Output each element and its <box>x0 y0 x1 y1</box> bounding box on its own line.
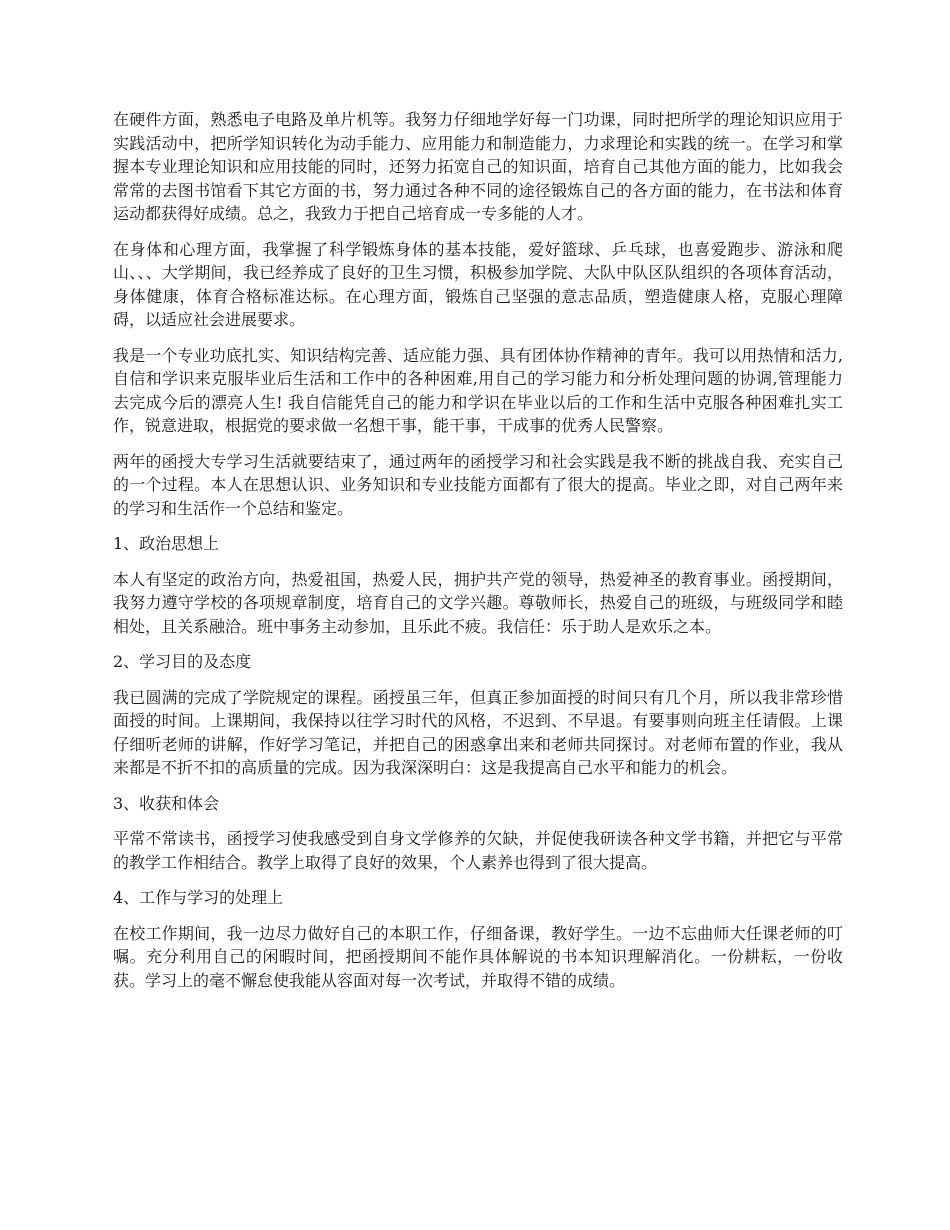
paragraph-gains: 平常不常读书，函授学习使我感受到自身文学修养的欠缺，并促使我研读各种文学书籍，并把它与平常的教学工作相结合。教学上取得了良好的效果，个人素养也得到了很大提高。 <box>113 829 843 872</box>
paragraph-body-mind: 在身体和心理方面，我掌握了科学锻炼身体的基本技能，爱好篮球、乒乓球，也喜爱跑步、游泳和爬山、、、大学期间，我已经养成了良好的卫生习惯，积极参加学院、大队中队区队组织的各项体育活动，身体健康，体育合格标准达标。在心理方面，锻炼自己坚强的意志品质，塑造健康人格，克服心理障碍，以适应社会进展要求。 <box>113 239 843 329</box>
section-heading-politics: 1、政治思想上 <box>113 534 220 553</box>
paragraph-self-summary: 我是一个专业功底扎实、知识结构完善、适应能力强、具有团体协作精神的青年。我可以用热情和活力,自信和学识来克服毕业后生活和工作中的各种困难,用自己的学习能力和分析处理问题的协调,管理能力去完成今后的漂亮人生! 我自信能凭自己的能力和学识在毕业以后的工作和生活中克服各种困难扎实工作，锐意进取，根据党的要求做一名想干事，能干事，干成事的优秀人民警察。 <box>113 345 843 435</box>
paragraph-study: 我已圆满的完成了学院规定的课程。函授虽三年，但真正参加面授的时间只有几个月，所以我非常珍惜面授的时间。上课期间，我保持以往学习时代的风格，不迟到、不早退。有要事则向班主任请假。上课仔细听老师的讲解，作好学习笔记，并把自己的困惑拿出来和老师共同探讨。对老师布置的作业，我从来都是不折不扣的高质量的完成。因为我深深明白：这是我提高自己水平和能力的机会。 <box>113 687 843 777</box>
paragraph-politics: 本人有坚定的政治方向，热爱祖国，热爱人民，拥护共产党的领导，热爱神圣的教育事业。函授期间，我努力遵守学校的各项规章制度，培育自己的文学兴趣。尊敬师长，热爱自己的班级，与班级同学和睦相处，且关系融洽。班中事务主动参加，且乐此不疲。我信任：乐于助人是欢乐之本。 <box>113 569 843 636</box>
paragraph-intro: 两年的函授大专学习生活就要结束了，通过两年的函授学习和社会实践是我不断的挑战自我、充实自己的一个过程。本人在思想认识、业务知识和专业技能方面都有了很大的提高。毕业之即，对自己两年来的学习和生活作一个总结和鉴定。 <box>113 451 843 518</box>
section-heading-work-study: 4、工作与学习的处理上 <box>113 888 284 907</box>
paragraph-hardware: 在硬件方面，熟悉电子电路及单片机等。我努力仔细地学好每一门功课，同时把所学的理论知识应用于实践活动中，把所学知识转化为动手能力、应用能力和制造能力，力求理论和实践的统一。在学习和掌握本专业理论知识和应用技能的同时，还努力拓宽自己的知识面，培育自己其他方面的能力，比如我会常常的去图书馆看下其它方面的书，努力通过各种不同的途径锻炼自己的各方面的能力，在书法和体育运动都获得好成绩。总之，我致力于把自己培育成一专多能的人才。 <box>113 110 843 223</box>
document-body <box>113 108 843 1004</box>
section-heading-gains: 3、收获和体会 <box>113 793 220 813</box>
section-heading-study: 2、学习目的及态度 <box>113 652 252 671</box>
paragraph-work-study: 在校工作期间，我一边尽力做好自己的本职工作，仔细备课，教好学生。一边不忘曲师大任课老师的叮嘱。充分利用自己的闲暇时间，把函授期间不能作具体解说的书本知识理解消化。一份耕耘，一份收获。学习上的毫不懈怠使我能从容面对每一次考试，并取得不错的成绩。 <box>113 923 843 990</box>
